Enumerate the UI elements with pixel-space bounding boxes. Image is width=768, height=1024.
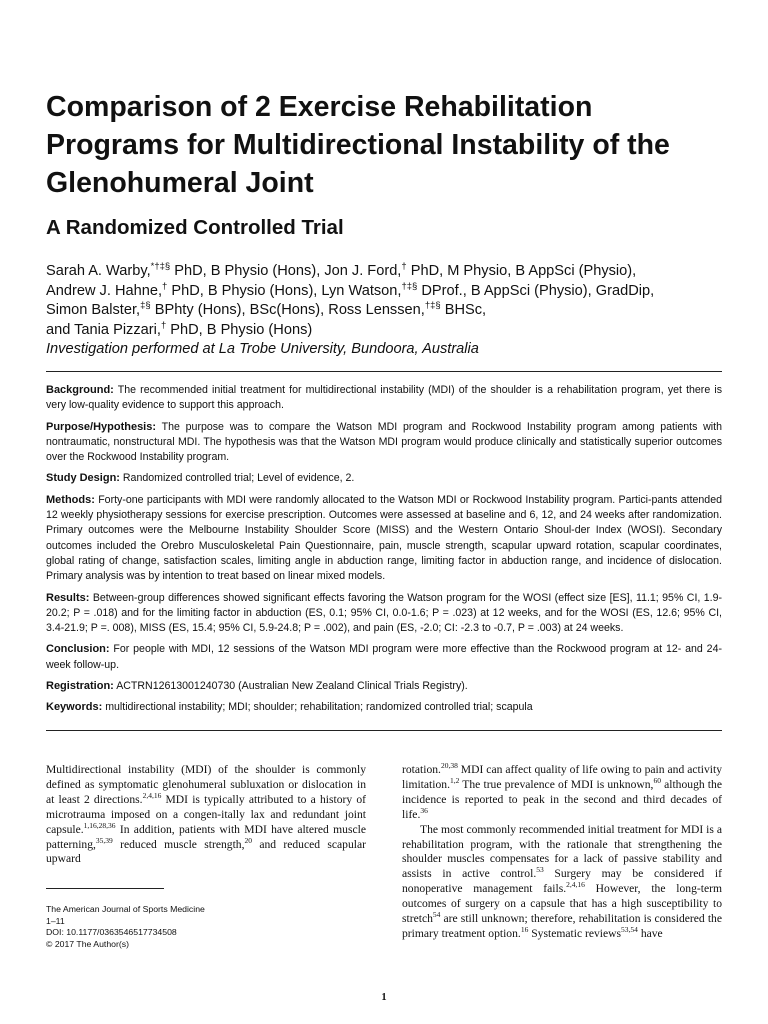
author-affiliation-marks: †‡§	[424, 300, 441, 312]
section-text: Randomized controlled trial; Level of evidence, 2.	[119, 472, 355, 485]
copyright: © 2017 The Author(s)	[46, 938, 130, 949]
author-affiliation-marks: †	[162, 280, 168, 292]
author-degrees: PhD, M Physio, B AppSci (Physio),	[406, 263, 637, 279]
author-name: Sarah A. Warby,	[46, 263, 151, 279]
article-title: Comparison of 2 Exercise Rehabilitation Programs for Multidirectional Instability of the Glenohumeral Joint	[46, 91, 670, 199]
body-text: MDI can affect quality of life owing to pain and activity limitation.	[402, 763, 722, 791]
citation: 20	[244, 835, 252, 845]
author-name: and Tania Pizzari,	[46, 321, 161, 338]
citation: 36	[420, 805, 428, 815]
body-paragraph	[402, 763, 722, 823]
body-paragraph	[402, 823, 722, 942]
section-label: Purpose/Hypothesis:	[46, 420, 157, 433]
section-text: Between-group differences showed significant effects favoring the Watson program for the WOSI (effect size [ES], 11.1; 95% CI, 1.9-20.2; P = .018) and for the limiting factor in abduction (ES, 0.1; 95% CI, 0.0-1.6; P = .023) at 12 weeks, and for the WOSI (ES, 12.6; 95% CI, 3.4-21.9; P =. 008), MISS (ES, 15.4; 95% CI, 5.9-24.8; P = .002), and pain (ES, -2.0; CI: -2.3 to -0.7, P = .003) at 24 weeks.	[46, 591, 722, 635]
author-degrees: BPhty (Hons), BSc(Hons),	[150, 302, 329, 319]
abstract-registration	[46, 679, 722, 694]
body-text: rotation.	[402, 763, 441, 776]
body-text: although the incidence is reported to peak in the second and third decades of life.	[402, 777, 722, 821]
section-text: The purpose was to compare the Watson MDI program and Rockwood Instability program among patients with nontraumatic, nonstructural MDI. The hypothesis was that the Watson MDI program would produce clinically and statistically superior outcomes over the Rockwood Instability program.	[46, 420, 722, 464]
section-text: ACTRN12613001240730 (Australian New Zealand Clinical Trials Registry).	[113, 680, 468, 693]
author-affiliation-marks: †	[401, 261, 407, 273]
citation: 60	[653, 776, 661, 786]
abstract-top-rule	[46, 371, 722, 372]
citation: 2,4,16	[142, 790, 162, 800]
section-label: Conclusion:	[46, 643, 110, 656]
citation: 1,2	[449, 776, 460, 786]
body-text: MDI is typically attributed to a history of microtrauma imposed on a congen-itally lax and redundant joint capsule.	[46, 792, 367, 836]
abstract-conclusion	[46, 642, 722, 673]
abstract	[46, 383, 722, 722]
author-name: Ross Lenssen,	[328, 302, 425, 319]
section-label: Background:	[46, 384, 114, 396]
abstract-keywords	[46, 700, 722, 715]
article-subtitle: A Randomized Controlled Trial	[46, 216, 344, 239]
author-affiliation-marks: *†‡§	[150, 261, 171, 273]
abstract-background	[46, 383, 722, 414]
section-text: multidirectional instability; MDI; shoulder; rehabilitation; randomized controlled trial; scapula	[102, 701, 533, 714]
author-degrees: PhD, B Physio (Hons),	[170, 263, 325, 279]
body-text: Surgery may be considered if nonoperative management fails.	[402, 867, 722, 896]
body-text: In addition, patients with MDI have altered muscle patterning,	[46, 822, 366, 851]
citation: 53,54	[621, 925, 638, 935]
citation: 35,39	[95, 835, 113, 845]
journal-name: The American Journal of Sports Medicine	[46, 904, 205, 914]
section-label: Results:	[46, 591, 90, 604]
author-affiliation-marks: †‡§	[401, 280, 418, 292]
body-text: have	[637, 926, 663, 940]
body-text: Systematic reviews	[528, 926, 622, 940]
section-text: The recommended initial treatment for multidirectional instability (MDI) of the shoulder is a rehabilitation program, yet there is very low-quality evidence to support this approach.	[46, 384, 722, 412]
journal-footnote	[46, 904, 366, 950]
body-column-left	[46, 763, 366, 867]
affiliation-line: Investigation performed at La Trobe University, Bundoora, Australia	[46, 341, 479, 358]
author-name: Jon J. Ford,	[324, 263, 402, 279]
author-degrees: PhD, B Physio (Hons)	[166, 321, 313, 338]
author-affiliation-marks: ‡§	[140, 300, 151, 312]
page-number: 1	[381, 992, 387, 1003]
body-column-right	[402, 763, 722, 942]
section-label: Methods:	[46, 493, 95, 506]
section-label: Keywords:	[46, 701, 103, 714]
body-text: The true prevalence of MDI is unknown,	[459, 777, 654, 791]
author-degrees: DProf., B AppSci (Physio), GradDip,	[417, 282, 655, 299]
body-text: However, the long-term outcomes of surgery on a capsule that has a high susceptibility to stretch	[402, 882, 722, 926]
author-name: Simon Balster,	[46, 302, 141, 319]
citation: 2,4,16	[566, 880, 585, 890]
abstract-results	[46, 591, 722, 637]
citation: 53	[536, 865, 544, 875]
page-range: 1–11	[46, 915, 65, 926]
body-text: Multidirectional instability (MDI) of the shoulder is commonly defined as symptomatic glenohumeral subluxation or dislocation in at least 2 directions.	[46, 763, 366, 806]
section-text: For people with MDI, 12 sessions of the Watson MDI program were more effective than the Rockwood program at 12- and 24-week follow-up.	[46, 643, 722, 671]
author-name: Lyn Watson,	[321, 282, 402, 299]
author-affiliation-marks: †	[160, 319, 167, 331]
abstract-purpose	[46, 420, 722, 466]
citation: 54	[432, 910, 441, 920]
doi: DOI: 10.1177/0363546517734508	[46, 927, 177, 938]
author-degrees: BHSc,	[440, 302, 487, 319]
author-block	[46, 262, 736, 360]
body-text: reduced muscle strength,	[112, 837, 245, 851]
body-text: The most commonly recommended initial treatment for MDI is a rehabilitation program, with the rationale that strengthening the shoulder muscles compensates for a lack of passive stability and assists in active control.	[402, 822, 722, 881]
body-text: and reduced scapular upward	[46, 837, 366, 866]
section-label: Registration:	[46, 680, 114, 693]
body-paragraph	[46, 763, 366, 867]
body-text: are still unknown; therefore, rehabilitation is considered the primary treatment option.	[402, 912, 722, 940]
author-degrees: PhD, B Physio (Hons),	[167, 282, 322, 299]
author-name: Andrew J. Hahne,	[46, 282, 163, 299]
citation: 1,16,28,36	[83, 820, 116, 830]
footnote-rule	[46, 888, 164, 889]
section-label: Study Design:	[46, 472, 120, 485]
citation: 16	[520, 925, 529, 935]
section-text: Forty-one participants with MDI were randomly allocated to the Watson MDI or Rockwood Instability program. Partici-pants attended 12 weekly physiotherapy sessions for exercise prescription. Outcomes were assessed at baseline and 6, 12, and 24 weeks after randomization. Primary outcomes were the Melbourne Instability Shoulder Score (MISS) and the Western Ontario Shoul-der Index (WOSI). Secondary outcomes included the Orebro Musculoskeletal Pain Questionnaire, pain, muscle strength, scapular upward rotation, scapular coordinates, global rating of change, satisfaction scales, limiting angle in abduction range, limiting factor in abduction range, and incidence of dislocation. Primary analysis was by intention to treat based on linear mixed models.	[46, 493, 722, 583]
abstract-study-design	[46, 471, 722, 486]
abstract-methods	[46, 493, 722, 585]
abstract-bottom-rule	[46, 730, 722, 731]
citation: 20,38	[440, 761, 458, 771]
